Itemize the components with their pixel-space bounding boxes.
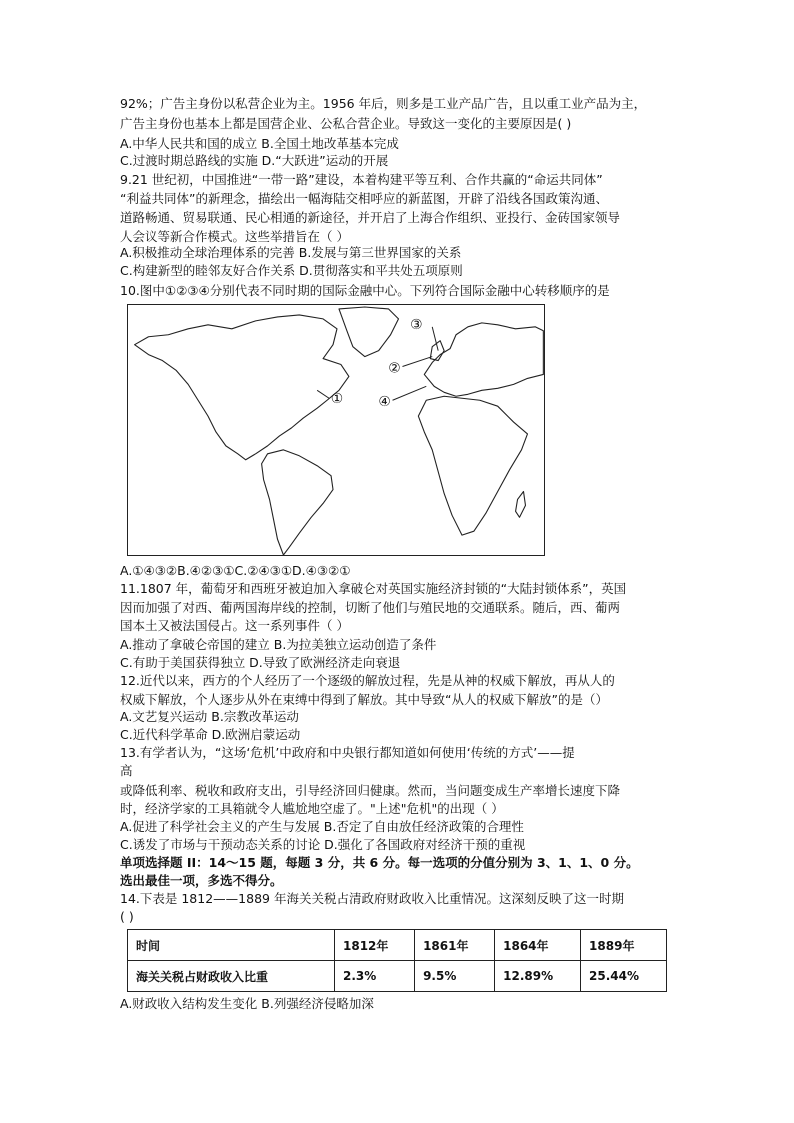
table-header-cell: 1861年 <box>415 930 495 961</box>
option-line: C.诱发了市场与干预动态关系的讨论 D.强化了各国政府对经济干预的重视 <box>120 837 526 852</box>
world-map <box>127 304 545 556</box>
table-header-cell: 1812年 <box>335 930 415 961</box>
option-line: A.积极推动全球治理体系的完善 B.发展与第三世界国家的关系 <box>120 245 462 260</box>
option-line: C.近代科学革命 D.欧洲启蒙运动 <box>120 727 301 742</box>
marker-leader <box>393 386 427 400</box>
marker-leader <box>317 390 329 398</box>
marker-4: ④ <box>378 394 391 411</box>
text-line: 人会议等新合作模式。这些举措旨在（ ） <box>120 229 349 244</box>
section-title: 选出最佳一项，多选不得分。 <box>120 873 283 888</box>
tax-table <box>127 929 667 992</box>
text-line: 国本土又被法国侵占。这一系列事件（ ） <box>120 618 349 633</box>
text-line: 或降低利率、税收和政府支出，引导经济回归健康。然而，当问题变成生产率增长速度下降 <box>120 783 621 798</box>
table-header-cell: 1889年 <box>581 930 667 961</box>
section-title: 单项选择题 II：14～15 题，每题 3 分，共 6 分。每一选项的分值分别为 3、1、1、0 分。 <box>120 855 639 870</box>
table-cell: 9.5% <box>415 961 495 992</box>
text-line: 因而加强了对西、葡两国海岸线的控制，切断了他们与殖民地的交通联系。随后，西、葡两 <box>120 600 621 615</box>
table-row <box>128 930 667 961</box>
option-line: A.文艺复兴运动 B.宗教改革运动 <box>120 709 299 724</box>
table-cell: 海关关税占财政收入比重 <box>128 961 335 992</box>
text-line: 时，经济学家的工具箱就令人尴尬地空虚了。"上述"危机"的出现（ ） <box>120 801 504 816</box>
south-america <box>262 450 333 555</box>
africa <box>418 396 527 535</box>
table-cell: 2.3% <box>335 961 415 992</box>
text-line: 高 <box>120 763 133 778</box>
world-map-drawing <box>128 305 544 555</box>
marker-2: ② <box>388 360 401 377</box>
option-line: A.推动了拿破仑帝国的建立 B.为拉美独立运动创造了条件 <box>120 637 437 652</box>
table-row <box>128 961 667 992</box>
madagascar <box>516 492 526 518</box>
marker-3: ③ <box>410 316 423 333</box>
question-12: 12.近代以来，西方的个人经历了一个逐级的解放过程，先是从神的权威下解放，再从人的 <box>120 673 615 688</box>
option-line: C.有助于美国获得独立 D.导致了欧洲经济走向衰退 <box>120 655 401 670</box>
option-line: C.构建新型的睦邻友好合作关系 D.贯彻落实和平共处五项原则 <box>120 263 463 278</box>
question-10: 10.图中①②③④分别代表不同时期的国际金融中心。下列符合国际金融中心转移顺序的是 <box>120 283 610 298</box>
option-line: A.促进了科学社会主义的产生与发展 B.否定了自由放任经济政策的合理性 <box>120 819 524 834</box>
text-line: 广告主身份也基本上都是国营企业、公私合营企业。导致这一变化的主要原因是( ) <box>120 116 572 131</box>
table-cell: 12.89% <box>495 961 581 992</box>
table-cell: 25.44% <box>581 961 667 992</box>
question-11: 11.1807 年，葡萄牙和西班牙被迫加入拿破仑对英国实施经济封锁的“大陆封锁体系”，英国 <box>120 581 627 596</box>
text-line: 权威下解放，个人逐步从外在束缚中得到了解放。其中导致“从人的权威下解放”的是（） <box>120 692 608 707</box>
text-line: ( ) <box>120 909 134 924</box>
north-america <box>135 315 349 460</box>
europe <box>424 323 543 396</box>
greenland <box>339 307 399 357</box>
text-line: 92%；广告主身份以私营企业为主。1956 年后，则多是工业产品广告，且以重工业产品为主， <box>120 96 647 111</box>
option-line: A.中华人民共和国的成立 B.全国土地改革基本完成 <box>120 136 399 151</box>
table-header-cell: 时间 <box>128 930 335 961</box>
text-line: “利益共同体”的新理念，描绘出一幅海陆交相呼应的新蓝图，开辟了沿线各国政策沟通、 <box>120 191 608 206</box>
option-line: A.①④③②B.④②③①C.②④③①D.④③②① <box>120 563 351 578</box>
table-header-cell: 1864年 <box>495 930 581 961</box>
option-line: C.过渡时期总路线的实施 D.“大跃进”运动的开展 <box>120 153 389 168</box>
option-line: A.财政收入结构发生变化 B.列强经济侵略加深 <box>120 996 374 1011</box>
marker-leader <box>432 327 438 351</box>
question-13: 13.有学者认为，“这场‘危机’中政府和中央银行都知道如何使用‘传统的方式’——提 <box>120 745 575 760</box>
marker-1: ① <box>330 391 344 408</box>
question-9: 9.21 世纪初，中国推进“一带一路”建设，本着构建平等互利、合作共赢的“命运共同体” <box>120 172 603 187</box>
question-14: 14.下表是 1812——1889 年海关关税占清政府财政收入比重情况。这深刻反映了这一时期 <box>120 891 624 906</box>
marker-leader <box>402 357 432 367</box>
text-line: 道路畅通、贸易联通、民心相通的新途径，并开启了上海合作组织、亚投行、金砖国家领导 <box>120 210 621 225</box>
